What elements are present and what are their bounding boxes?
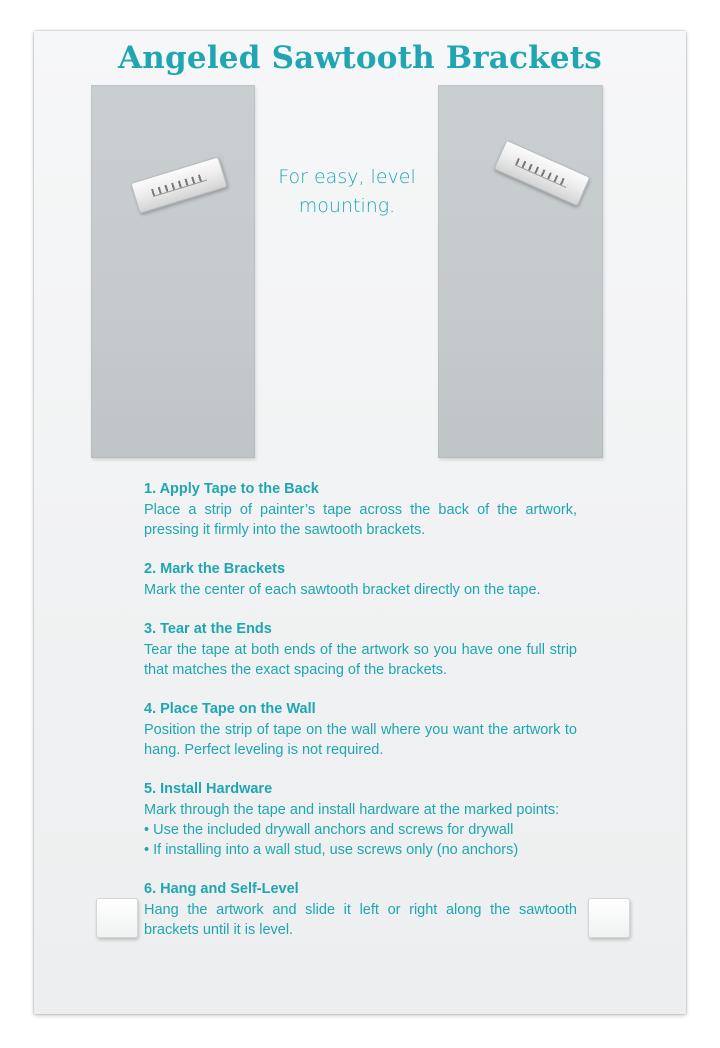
instruction-steps [144, 479, 577, 959]
step-1 [144, 479, 577, 540]
step-heading: 6. Hang and Self-Level [144, 881, 299, 897]
sawtooth-teeth [151, 173, 207, 197]
step-text: Mark through the tape and install hardware at the marked points: [144, 802, 560, 818]
step-4 [144, 699, 577, 760]
bullet-item: • If installing into a wall stud, use screws only (no anchors) [144, 840, 577, 860]
artwork-back-left [91, 85, 255, 458]
step-heading: 5. Install Hardware [144, 781, 273, 797]
page-title: Angeled Sawtooth Brackets [118, 40, 602, 76]
step-text: Place a strip of painter’s tape across the back of the artwork, pressing it firmly into the sawtooth brackets. [144, 502, 577, 538]
step-text: Hang the artwork and slide it left or right along the sawtooth brackets until it is level. [144, 902, 577, 938]
step-heading: 2. Mark the Brackets [144, 561, 286, 577]
step-2 [144, 559, 577, 600]
step-3 [144, 619, 577, 680]
tagline: For easy, level mounting. [278, 166, 416, 217]
step-6 [144, 879, 577, 940]
wall-pad-right [588, 898, 630, 938]
step-heading: 3. Tear at the Ends [144, 621, 272, 637]
bullet-item: • Use the included drywall anchors and screws for drywall [144, 820, 577, 840]
step-text: Mark the center of each sawtooth bracket directly on the tape. [144, 582, 541, 598]
step-5 [144, 779, 577, 860]
step-heading: 4. Place Tape on the Wall [144, 701, 316, 717]
wall-pad-left [96, 898, 138, 938]
step-heading: 1. Apply Tape to the Back [144, 481, 319, 497]
artwork-back-right [438, 85, 603, 458]
step-text: Tear the tape at both ends of the artwork so you have one full strip that matches the exact spacing of the brackets. [144, 642, 577, 678]
step-text: Position the strip of tape on the wall where you want the artwork to hang. Perfect leveling is not required. [144, 722, 577, 758]
sawtooth-bracket-left [130, 156, 227, 213]
bullet-list [144, 820, 577, 860]
sawtooth-bracket-right [493, 140, 590, 207]
sawtooth-teeth [515, 158, 569, 188]
